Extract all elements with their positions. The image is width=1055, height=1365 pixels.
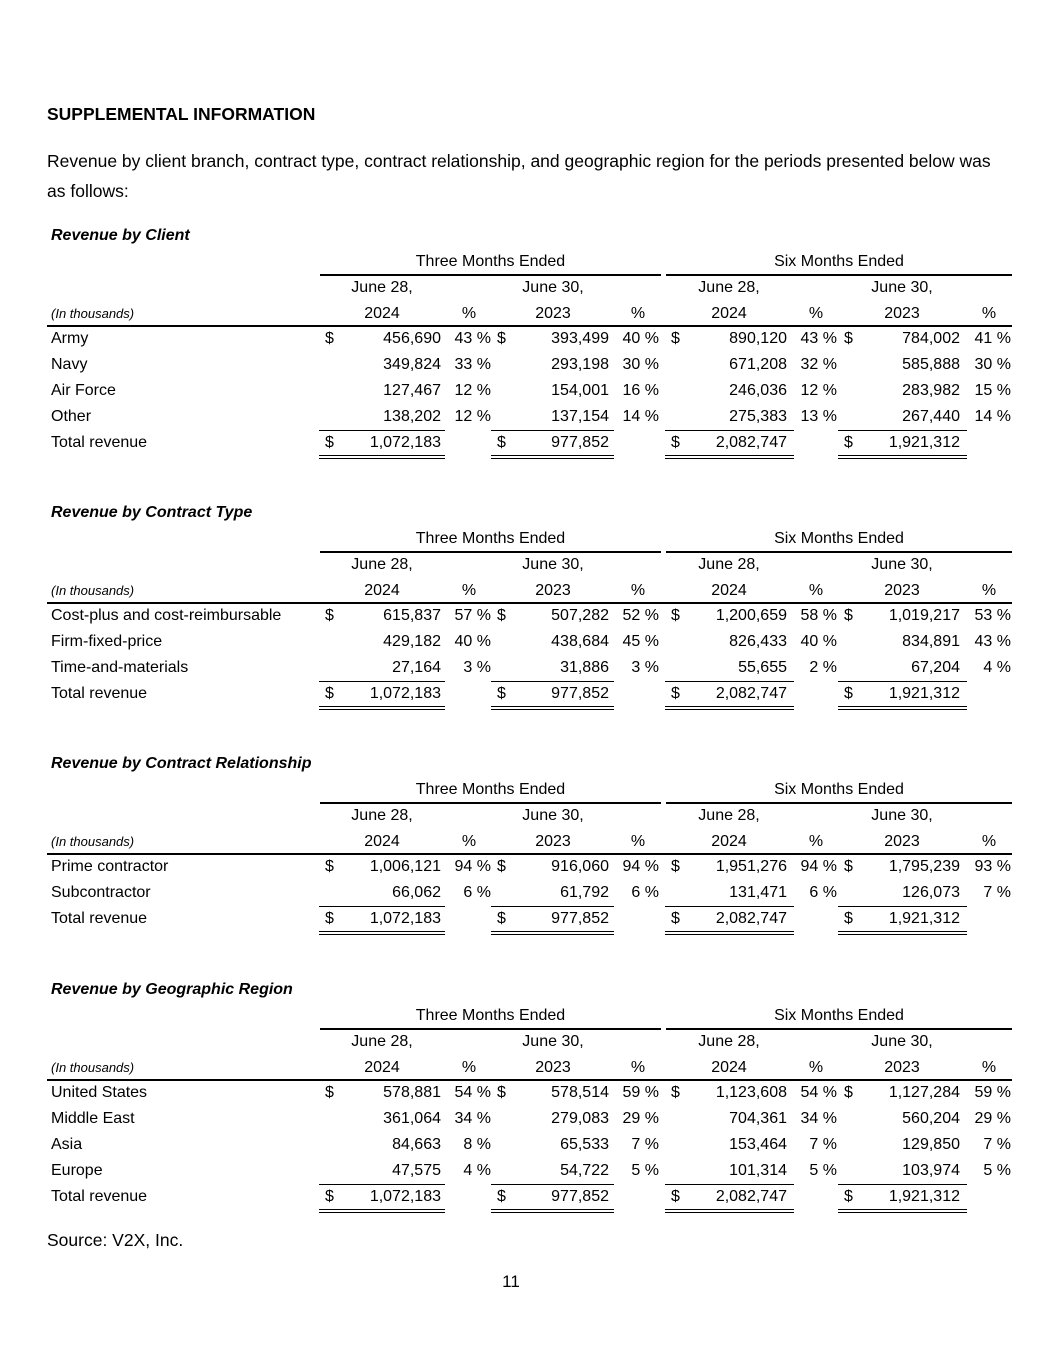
period-year-header: 2024: [711, 305, 747, 322]
table-title: Revenue by Geographic Region: [51, 981, 293, 998]
dollar-sign: $: [497, 685, 506, 702]
period-year-header: 2023: [535, 305, 571, 322]
amount-cell: 31,886: [560, 659, 609, 676]
percent-cell: 43 %: [800, 330, 837, 347]
percent-header: %: [808, 1059, 824, 1076]
percent-cell: 33 %: [454, 356, 491, 373]
amount-cell: 127,467: [383, 382, 441, 399]
dollar-sign: $: [844, 685, 853, 702]
percent-cell: 54 %: [800, 1084, 837, 1101]
total-amount-cell: 1,072,183: [369, 434, 441, 451]
percent-cell: 15 %: [974, 382, 1011, 399]
total-double-rule: [838, 1209, 967, 1213]
period-date-header: June 28,: [698, 807, 760, 824]
period-year-header: 2024: [364, 833, 400, 850]
dollar-sign: $: [325, 434, 334, 451]
dollar-sign: $: [671, 607, 680, 624]
amount-cell: 267,440: [902, 408, 960, 425]
period-year-header: 2024: [711, 1059, 747, 1076]
percent-cell: 94 %: [622, 858, 659, 875]
amount-cell: 103,974: [902, 1162, 960, 1179]
row-label: Army: [51, 330, 89, 347]
period-year-header: 2023: [884, 582, 920, 599]
subtotal-rule: [319, 1184, 445, 1185]
row-label: Subcontractor: [51, 884, 151, 901]
subtotal-rule: [491, 1184, 614, 1185]
header-rule: [47, 1079, 1012, 1081]
percent-cell: 40 %: [454, 633, 491, 650]
percent-header: %: [630, 305, 646, 322]
period-date-header: June 28,: [351, 556, 413, 573]
row-label: United States: [51, 1084, 148, 1101]
percent-cell: 59 %: [622, 1084, 659, 1101]
subtotal-rule: [491, 681, 614, 682]
percent-cell: 53 %: [974, 607, 1011, 624]
dollar-sign: $: [325, 685, 334, 702]
dollar-sign: $: [325, 910, 334, 927]
total-amount-cell: 1,921,312: [888, 1188, 960, 1205]
total-amount-cell: 977,852: [551, 910, 609, 927]
percent-cell: 30 %: [974, 356, 1011, 373]
subtotal-rule: [319, 430, 445, 431]
dollar-sign: $: [844, 607, 853, 624]
percent-cell: 6 %: [809, 884, 837, 901]
subtotal-rule: [319, 681, 445, 682]
period-year-header: 2024: [711, 582, 747, 599]
row-label: Air Force: [51, 382, 116, 399]
dollar-sign: $: [325, 1188, 334, 1205]
dollar-sign: $: [671, 434, 680, 451]
amount-cell: 54,722: [560, 1162, 609, 1179]
period-year-header: 2023: [535, 582, 571, 599]
period-date-header: June 28,: [351, 1033, 413, 1050]
percent-cell: 29 %: [622, 1110, 659, 1127]
row-label: Europe: [51, 1162, 103, 1179]
dollar-sign: $: [497, 910, 506, 927]
percent-header: %: [981, 1059, 997, 1076]
period-date-header: June 30,: [522, 556, 584, 573]
total-amount-cell: 1,921,312: [888, 910, 960, 927]
total-amount-cell: 2,082,747: [715, 434, 787, 451]
amount-cell: 101,314: [729, 1162, 787, 1179]
row-label: Middle East: [51, 1110, 135, 1127]
total-double-rule: [838, 455, 967, 459]
three-months-header: Three Months Ended: [320, 252, 661, 276]
dollar-sign: $: [671, 1188, 680, 1205]
dollar-sign: $: [844, 910, 853, 927]
amount-cell: 1,795,239: [888, 858, 960, 875]
percent-cell: 13 %: [800, 408, 837, 425]
period-date-header: June 30,: [871, 1033, 933, 1050]
units-label: (In thousands): [51, 306, 135, 321]
amount-cell: 279,083: [551, 1110, 609, 1127]
percent-header: %: [630, 582, 646, 599]
subtotal-rule: [665, 906, 794, 907]
dollar-sign: $: [325, 1084, 334, 1101]
amount-cell: 137,154: [551, 408, 609, 425]
period-year-header: 2024: [364, 1059, 400, 1076]
amount-cell: 438,684: [551, 633, 609, 650]
total-amount-cell: 2,082,747: [715, 1188, 787, 1205]
dollar-sign: $: [497, 1188, 506, 1205]
percent-cell: 14 %: [622, 408, 659, 425]
header-rule: [47, 853, 1012, 855]
percent-cell: 12 %: [800, 382, 837, 399]
total-label: Total revenue: [51, 685, 148, 702]
percent-cell: 7 %: [809, 1136, 837, 1153]
percent-cell: 40 %: [800, 633, 837, 650]
total-double-rule: [319, 706, 445, 710]
percent-cell: 52 %: [622, 607, 659, 624]
amount-cell: 65,533: [560, 1136, 609, 1153]
total-amount-cell: 977,852: [551, 685, 609, 702]
percent-header: %: [808, 305, 824, 322]
amount-cell: 275,383: [729, 408, 787, 425]
percent-cell: 45 %: [622, 633, 659, 650]
units-label: (In thousands): [51, 834, 135, 849]
amount-cell: 784,002: [902, 330, 960, 347]
dollar-sign: $: [325, 858, 334, 875]
amount-cell: 1,123,608: [715, 1084, 787, 1101]
period-year-header: 2023: [535, 1059, 571, 1076]
period-year-header: 2023: [884, 1059, 920, 1076]
units-label: (In thousands): [51, 1060, 135, 1075]
amount-cell: 349,824: [383, 356, 441, 373]
amount-cell: 66,062: [392, 884, 441, 901]
percent-cell: 57 %: [454, 607, 491, 624]
percent-header: %: [461, 1059, 477, 1076]
period-date-header: June 28,: [698, 556, 760, 573]
period-date-header: June 30,: [871, 279, 933, 296]
total-double-rule: [491, 1209, 614, 1213]
amount-cell: 246,036: [729, 382, 787, 399]
dollar-sign: $: [844, 858, 853, 875]
dollar-sign: $: [671, 1084, 680, 1101]
period-year-header: 2023: [884, 305, 920, 322]
subtotal-rule: [319, 906, 445, 907]
dollar-sign: $: [497, 434, 506, 451]
total-label: Total revenue: [51, 434, 148, 451]
amount-cell: 671,208: [729, 356, 787, 373]
percent-header: %: [630, 833, 646, 850]
dollar-sign: $: [671, 858, 680, 875]
amount-cell: 61,792: [560, 884, 609, 901]
dollar-sign: $: [844, 330, 853, 347]
revenue-table: [0, 504, 1055, 744]
percent-header: %: [461, 833, 477, 850]
amount-cell: 138,202: [383, 408, 441, 425]
period-date-header: June 28,: [698, 279, 760, 296]
amount-cell: 1,127,284: [888, 1084, 960, 1101]
total-amount-cell: 977,852: [551, 1188, 609, 1205]
amount-cell: 154,001: [551, 382, 609, 399]
percent-header: %: [808, 582, 824, 599]
amount-cell: 560,204: [902, 1110, 960, 1127]
amount-cell: 361,064: [383, 1110, 441, 1127]
percent-cell: 16 %: [622, 382, 659, 399]
total-double-rule: [665, 706, 794, 710]
amount-cell: 704,361: [729, 1110, 787, 1127]
three-months-header: Three Months Ended: [320, 780, 661, 804]
percent-header: %: [461, 305, 477, 322]
period-year-header: 2023: [535, 833, 571, 850]
units-label: (In thousands): [51, 583, 135, 598]
amount-cell: 393,499: [551, 330, 609, 347]
percent-cell: 59 %: [974, 1084, 1011, 1101]
percent-cell: 43 %: [454, 330, 491, 347]
period-date-header: June 28,: [351, 807, 413, 824]
total-double-rule: [838, 931, 967, 935]
dollar-sign: $: [844, 1188, 853, 1205]
source-note: Source: V2X, Inc.: [47, 1230, 184, 1250]
dollar-sign: $: [497, 858, 506, 875]
row-label: Other: [51, 408, 92, 425]
percent-cell: 32 %: [800, 356, 837, 373]
total-amount-cell: 1,921,312: [888, 434, 960, 451]
dollar-sign: $: [671, 685, 680, 702]
percent-cell: 54 %: [454, 1084, 491, 1101]
percent-cell: 40 %: [622, 330, 659, 347]
amount-cell: 916,060: [551, 858, 609, 875]
amount-cell: 1,019,217: [888, 607, 960, 624]
percent-cell: 93 %: [974, 858, 1011, 875]
row-label: Asia: [51, 1136, 83, 1153]
total-label: Total revenue: [51, 1188, 148, 1205]
percent-cell: 4 %: [463, 1162, 491, 1179]
total-double-rule: [665, 455, 794, 459]
percent-cell: 43 %: [974, 633, 1011, 650]
subtotal-rule: [665, 430, 794, 431]
subtotal-rule: [491, 430, 614, 431]
amount-cell: 126,073: [902, 884, 960, 901]
period-date-header: June 30,: [522, 1033, 584, 1050]
percent-cell: 5 %: [983, 1162, 1011, 1179]
percent-cell: 14 %: [974, 408, 1011, 425]
three-months-header: Three Months Ended: [320, 529, 661, 553]
page-number: 11: [502, 1272, 520, 1291]
amount-cell: 131,471: [729, 884, 787, 901]
amount-cell: 585,888: [902, 356, 960, 373]
percent-header: %: [808, 833, 824, 850]
percent-header: %: [981, 305, 997, 322]
period-date-header: June 30,: [871, 807, 933, 824]
subtotal-rule: [665, 1184, 794, 1185]
intro-paragraph: Revenue by client branch, contract type, contract relationship, and geographic region for the periods presented below was as follows:: [47, 151, 991, 201]
period-year-header: 2024: [364, 305, 400, 322]
amount-cell: 826,433: [729, 633, 787, 650]
amount-cell: 67,204: [911, 659, 960, 676]
amount-cell: 615,837: [383, 607, 441, 624]
amount-cell: 283,982: [902, 382, 960, 399]
percent-cell: 41 %: [974, 330, 1011, 347]
revenue-table: [0, 981, 1055, 1221]
revenue-table: [0, 227, 1055, 467]
percent-cell: 34 %: [800, 1110, 837, 1127]
total-double-rule: [665, 1209, 794, 1213]
percent-header: %: [981, 833, 997, 850]
percent-cell: 12 %: [454, 382, 491, 399]
percent-cell: 6 %: [463, 884, 491, 901]
subtotal-rule: [838, 906, 967, 907]
table-title: Revenue by Client: [51, 227, 190, 244]
percent-cell: 3 %: [463, 659, 491, 676]
dollar-sign: $: [325, 607, 334, 624]
total-amount-cell: 1,072,183: [369, 685, 441, 702]
subtotal-rule: [665, 681, 794, 682]
amount-cell: 429,182: [383, 633, 441, 650]
page-heading: SUPPLEMENTAL INFORMATION: [47, 104, 316, 124]
header-rule: [47, 602, 1012, 604]
percent-cell: 34 %: [454, 1110, 491, 1127]
total-amount-cell: 2,082,747: [715, 910, 787, 927]
percent-cell: 4 %: [983, 659, 1011, 676]
total-amount-cell: 1,921,312: [888, 685, 960, 702]
six-months-header: Six Months Ended: [666, 252, 1012, 276]
three-months-header: Three Months Ended: [320, 1006, 661, 1030]
six-months-header: Six Months Ended: [666, 1006, 1012, 1030]
period-year-header: 2024: [711, 833, 747, 850]
period-date-header: June 30,: [522, 807, 584, 824]
subtotal-rule: [838, 681, 967, 682]
amount-cell: 47,575: [392, 1162, 441, 1179]
period-date-header: June 28,: [351, 279, 413, 296]
percent-header: %: [630, 1059, 646, 1076]
dollar-sign: $: [671, 330, 680, 347]
amount-cell: 1,951,276: [715, 858, 787, 875]
percent-cell: 30 %: [622, 356, 659, 373]
total-double-rule: [319, 1209, 445, 1213]
amount-cell: 1,200,659: [715, 607, 787, 624]
row-label: Time-and-materials: [51, 659, 189, 676]
amount-cell: 84,663: [392, 1136, 441, 1153]
row-label: Navy: [51, 356, 88, 373]
percent-cell: 94 %: [454, 858, 491, 875]
total-amount-cell: 1,072,183: [369, 1188, 441, 1205]
amount-cell: 129,850: [902, 1136, 960, 1153]
row-label: Firm-fixed-price: [51, 633, 163, 650]
percent-cell: 3 %: [631, 659, 659, 676]
total-double-rule: [491, 706, 614, 710]
total-double-rule: [491, 455, 614, 459]
total-label: Total revenue: [51, 910, 148, 927]
total-double-rule: [319, 455, 445, 459]
amount-cell: 507,282: [551, 607, 609, 624]
table-title: Revenue by Contract Relationship: [51, 755, 312, 772]
six-months-header: Six Months Ended: [666, 780, 1012, 804]
row-label: Prime contractor: [51, 858, 169, 875]
percent-header: %: [981, 582, 997, 599]
total-double-rule: [491, 931, 614, 935]
dollar-sign: $: [844, 1084, 853, 1101]
percent-cell: 7 %: [631, 1136, 659, 1153]
subtotal-rule: [838, 430, 967, 431]
percent-cell: 94 %: [800, 858, 837, 875]
dollar-sign: $: [671, 910, 680, 927]
subtotal-rule: [838, 1184, 967, 1185]
percent-cell: 12 %: [454, 408, 491, 425]
amount-cell: 890,120: [729, 330, 787, 347]
total-amount-cell: 1,072,183: [369, 910, 441, 927]
period-year-header: 2023: [884, 833, 920, 850]
total-double-rule: [665, 931, 794, 935]
percent-cell: 8 %: [463, 1136, 491, 1153]
amount-cell: 456,690: [383, 330, 441, 347]
six-months-header: Six Months Ended: [666, 529, 1012, 553]
percent-header: %: [461, 582, 477, 599]
amount-cell: 55,655: [738, 659, 787, 676]
percent-cell: 7 %: [983, 1136, 1011, 1153]
period-date-header: June 30,: [522, 279, 584, 296]
amount-cell: 1,006,121: [369, 858, 441, 875]
percent-cell: 7 %: [983, 884, 1011, 901]
dollar-sign: $: [497, 330, 506, 347]
percent-cell: 58 %: [800, 607, 837, 624]
period-date-header: June 28,: [698, 1033, 760, 1050]
dollar-sign: $: [325, 330, 334, 347]
percent-cell: 29 %: [974, 1110, 1011, 1127]
amount-cell: 834,891: [902, 633, 960, 650]
subtotal-rule: [491, 906, 614, 907]
total-double-rule: [319, 931, 445, 935]
table-title: Revenue by Contract Type: [51, 504, 253, 521]
amount-cell: 578,514: [551, 1084, 609, 1101]
row-label: Cost-plus and cost-reimbursable: [51, 607, 282, 624]
total-amount-cell: 977,852: [551, 434, 609, 451]
period-date-header: June 30,: [871, 556, 933, 573]
percent-cell: 5 %: [631, 1162, 659, 1179]
amount-cell: 27,164: [392, 659, 441, 676]
dollar-sign: $: [844, 434, 853, 451]
total-double-rule: [838, 706, 967, 710]
dollar-sign: $: [497, 1084, 506, 1101]
amount-cell: 153,464: [729, 1136, 787, 1153]
header-rule: [47, 325, 1012, 327]
percent-cell: 5 %: [809, 1162, 837, 1179]
amount-cell: 578,881: [383, 1084, 441, 1101]
period-year-header: 2024: [364, 582, 400, 599]
percent-cell: 6 %: [631, 884, 659, 901]
revenue-table: [0, 755, 1055, 995]
percent-cell: 2 %: [809, 659, 837, 676]
total-amount-cell: 2,082,747: [715, 685, 787, 702]
amount-cell: 293,198: [551, 356, 609, 373]
dollar-sign: $: [497, 607, 506, 624]
